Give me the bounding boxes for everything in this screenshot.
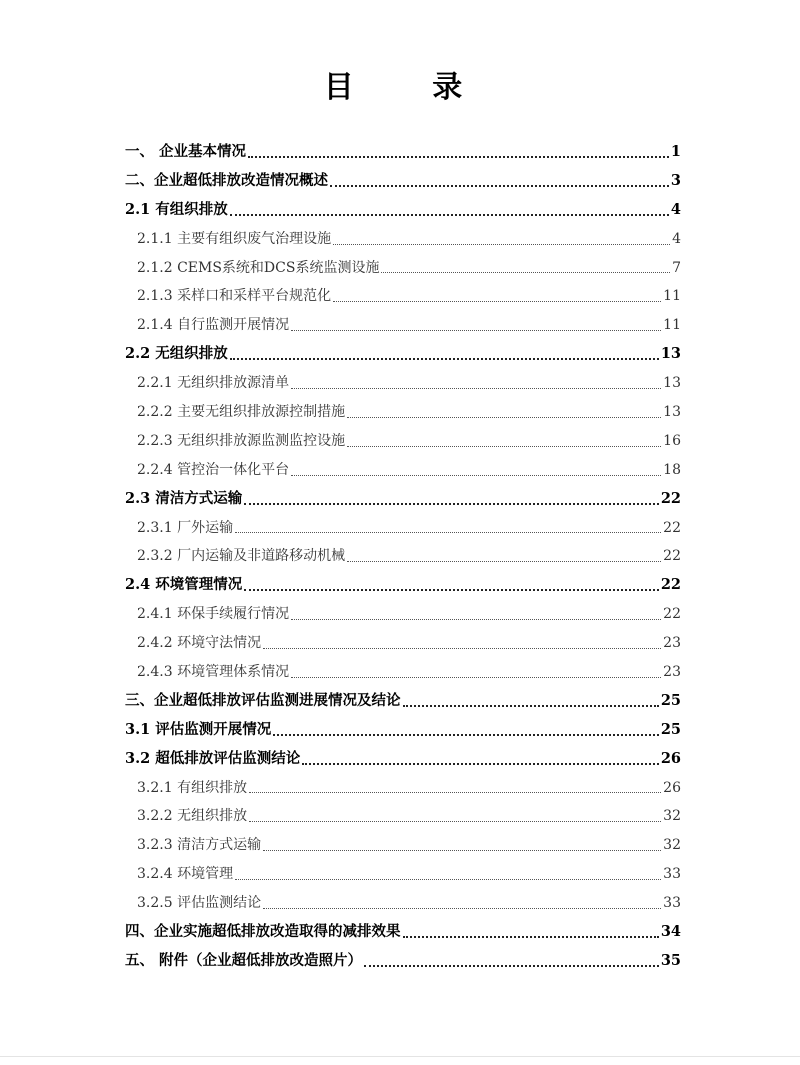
toc-entry-label: 3.2 超低排放评估监测结论 [125, 749, 301, 767]
toc-dot-leader [381, 272, 670, 273]
toc-entry-label: 3.2.4 环境管理 [137, 866, 234, 883]
toc-entry-page-number: 23 [663, 635, 681, 652]
toc-dot-leader [249, 792, 661, 793]
toc-entry[interactable] [125, 196, 681, 225]
toc-entry-label: 2.2 无组织排放 [125, 345, 228, 363]
toc-entry-page-number: 22 [663, 606, 681, 623]
toc-dot-leader [230, 214, 669, 216]
toc-entry-page-number: 25 [660, 691, 681, 709]
toc-entry-page-number: 26 [660, 749, 681, 767]
toc-entry[interactable] [125, 716, 681, 745]
toc-entry[interactable] [125, 311, 681, 340]
toc-entry-page-number: 13 [663, 404, 681, 420]
toc-dot-leader [333, 301, 661, 302]
toc-entry-page-number: 7 [672, 259, 681, 276]
toc-entry-label: 2.4 环境管理情况 [125, 576, 243, 594]
toc-dot-leader [244, 589, 659, 591]
toc-entry-page-number: 1 [670, 142, 681, 160]
toc-entry-label: 2.1.2 CEMS系统和DCS系统监测设施 [137, 259, 380, 276]
toc-entry-page-number: 18 [663, 461, 681, 478]
toc-entry-label: 2.4.1 环保手续履行情况 [137, 606, 290, 623]
toc-entry-page-number: 22 [663, 548, 681, 565]
toc-dot-leader [235, 879, 661, 880]
toc-dot-leader [230, 358, 659, 360]
toc-entry-page-number: 33 [663, 866, 681, 883]
toc-entry-label: 五、 附件（企业超低排放改造照片） [125, 951, 363, 969]
toc-dot-leader [291, 388, 661, 389]
toc-entry-label: 2.2.1 无组织排放源清单 [137, 375, 290, 392]
toc-entry[interactable] [125, 571, 681, 600]
toc-entry[interactable] [125, 340, 681, 369]
toc-entry[interactable] [125, 658, 681, 687]
toc-entry[interactable] [125, 947, 681, 976]
table-of-contents [125, 138, 681, 976]
toc-dot-leader [291, 475, 661, 476]
toc-entry[interactable] [125, 138, 681, 167]
toc-entry-label: 3.2.5 评估监测结论 [137, 895, 262, 912]
toc-entry-label: 三、企业超低排放评估监测进展情况及结论 [125, 691, 401, 709]
toc-entry-label: 2.1.4 自行监测开展情况 [137, 317, 290, 334]
toc-dot-leader [347, 417, 661, 418]
page-bottom-divider [0, 1056, 800, 1057]
toc-entry-label: 一、 企业基本情况 [125, 142, 247, 160]
toc-dot-leader [364, 965, 659, 967]
toc-dot-leader [291, 619, 661, 620]
toc-entry-page-number: 13 [660, 345, 681, 363]
toc-entry[interactable] [125, 282, 681, 311]
toc-entry[interactable] [125, 398, 681, 427]
toc-entry-label: 2.3.2 厂内运输及非道路移动机械 [137, 548, 346, 565]
toc-entry-label: 四、企业实施超低排放改造取得的减排效果 [125, 923, 401, 941]
toc-entry-label: 2.1 有组织排放 [125, 200, 228, 218]
toc-entry-label: 2.4.3 环境管理体系情况 [137, 664, 290, 681]
toc-entry-label: 3.2.2 无组织排放 [137, 808, 248, 825]
toc-dot-leader [403, 936, 659, 938]
toc-dot-leader [263, 850, 661, 851]
toc-entry[interactable] [125, 687, 681, 716]
toc-dot-leader [291, 330, 661, 331]
toc-entry[interactable] [125, 918, 681, 947]
toc-entry-label: 2.2.4 管控治一体化平台 [137, 461, 290, 478]
toc-entry[interactable] [125, 456, 681, 485]
toc-dot-leader [403, 705, 659, 707]
toc-dot-leader [302, 763, 659, 765]
toc-entry[interactable] [125, 514, 681, 543]
toc-dot-leader [244, 503, 659, 505]
toc-entry[interactable] [125, 167, 681, 196]
toc-entry-label: 2.1.3 采样口和采样平台规范化 [137, 288, 332, 305]
toc-dot-leader [248, 156, 669, 158]
toc-entry-page-number: 32 [663, 808, 681, 825]
toc-entry[interactable] [125, 889, 681, 918]
toc-entry[interactable] [125, 802, 681, 831]
toc-entry-label: 2.4.2 环境守法情况 [137, 635, 262, 652]
toc-entry-page-number: 11 [663, 288, 681, 305]
toc-entry-page-number: 32 [663, 837, 681, 854]
toc-entry[interactable] [125, 860, 681, 889]
toc-entry-page-number: 13 [663, 375, 681, 392]
toc-entry[interactable] [125, 369, 681, 398]
toc-entry-page-number: 25 [660, 720, 681, 738]
toc-entry-page-number: 3 [670, 171, 681, 189]
toc-entry-page-number: 26 [663, 779, 681, 796]
toc-entry-label: 3.2.1 有组织排放 [137, 779, 248, 796]
toc-dot-leader [347, 561, 661, 562]
toc-dot-leader [347, 446, 661, 447]
toc-entry-page-number: 22 [663, 519, 681, 536]
toc-entry-label: 3.2.3 清洁方式运输 [137, 837, 262, 854]
page-title: 目 录 [323, 70, 497, 105]
toc-entry-page-number: 34 [660, 923, 681, 941]
toc-dot-leader [263, 908, 661, 909]
toc-dot-leader [330, 185, 669, 187]
toc-dot-leader [273, 734, 659, 736]
toc-entry-page-number: 22 [660, 576, 681, 594]
toc-entry[interactable] [125, 600, 681, 629]
toc-dot-leader [249, 821, 661, 822]
toc-entry-label: 二、企业超低排放改造情况概述 [125, 171, 328, 189]
toc-entry-page-number: 22 [660, 489, 681, 507]
toc-entry[interactable] [125, 225, 681, 254]
toc-dot-leader [333, 244, 670, 245]
toc-entry-label: 2.3.1 厂外运输 [137, 519, 234, 536]
toc-entry[interactable] [125, 774, 681, 803]
toc-entry[interactable] [125, 427, 681, 456]
toc-dot-leader [291, 677, 661, 678]
toc-entry-label: 2.3 清洁方式运输 [125, 489, 243, 507]
toc-entry[interactable] [125, 485, 681, 514]
toc-dot-leader [235, 532, 661, 533]
toc-entry-page-number: 11 [663, 317, 681, 334]
toc-entry-page-number: 33 [663, 895, 681, 912]
toc-entry-label: 3.1 评估监测开展情况 [125, 720, 272, 738]
toc-entry-page-number: 16 [663, 432, 681, 449]
toc-entry-label: 2.2.2 主要无组织排放源控制措施 [137, 404, 346, 420]
toc-entry[interactable] [125, 254, 681, 283]
toc-entry-label: 2.1.1 主要有组织废气治理设施 [137, 230, 332, 247]
toc-entry-page-number: 4 [670, 200, 681, 218]
toc-entry[interactable] [125, 831, 681, 860]
toc-entry-page-number: 35 [660, 951, 681, 969]
toc-entry[interactable] [125, 542, 681, 571]
toc-entry-page-number: 4 [672, 230, 681, 247]
toc-entry[interactable] [125, 745, 681, 774]
toc-dot-leader [263, 648, 661, 649]
toc-entry[interactable] [125, 629, 681, 658]
toc-entry-page-number: 23 [663, 664, 681, 681]
toc-entry-label: 2.2.3 无组织排放源监测监控设施 [137, 432, 346, 449]
